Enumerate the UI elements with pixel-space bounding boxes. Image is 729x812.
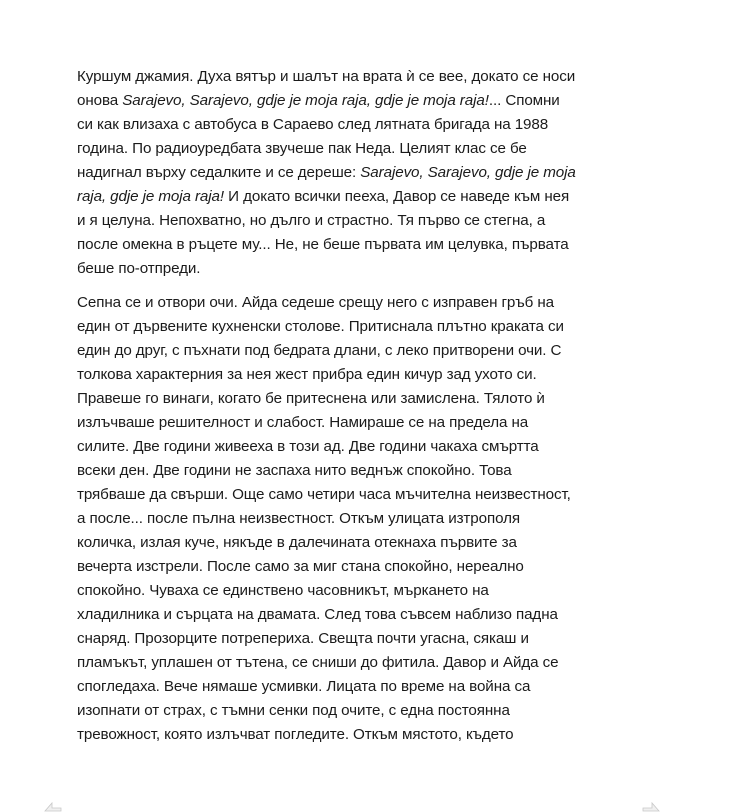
text-line — [77, 651, 637, 675]
text-run: а после... после пълна неизвестност. Откъм улицата изтрополя — [77, 510, 521, 527]
page-corner-mark-right-icon — [642, 800, 660, 812]
text-run: един от дървените кухненски столове. Притиснала плътно краката си — [77, 318, 564, 335]
text-line — [77, 699, 637, 723]
italic-text: raja, gdje je moja raja! — [77, 188, 225, 205]
text-line — [77, 507, 637, 531]
text-run: година. По радиоуредбата звучеше пак Неда. Целият клас се бе — [77, 140, 527, 157]
text-run: количка, излая куче, някъде в далечината отекнаха първите за — [77, 534, 517, 551]
italic-text: Sarajevo, Sarajevo, gdje je moja raja, gdje je moja raja! — [122, 92, 489, 109]
text-run: трябваше да свърши. Още само четири часа мъчителна неизвестност, — [77, 486, 571, 503]
text-run: надигнал върху седалките и се дереше: — [77, 164, 361, 181]
text-run: един до друг, с пъхнати под бедрата длани, с леко притворени очи. С — [77, 342, 562, 359]
text-run: Сепна се и отвори очи. Айда седеше срещу него с изправен гръб на — [77, 294, 555, 311]
text-run: И докато всички пееха, Давор се наведе към нея — [224, 188, 570, 205]
text-run: ... Спомни — [488, 92, 560, 109]
text-line — [77, 579, 637, 603]
document-body[interactable] — [77, 65, 637, 757]
text-line — [77, 627, 637, 651]
text-line — [77, 555, 637, 579]
text-line — [77, 387, 637, 411]
italic-text: Sarajevo, Sarajevo, gdje je moja — [360, 164, 576, 181]
text-line — [77, 209, 637, 233]
text-line — [77, 65, 637, 89]
text-run: и я целуна. Непохватно, но дълго и страстно. Тя първо се стегна, а — [77, 212, 546, 229]
text-run: тревожност, която излъчват погледите. Откъм мястото, където — [77, 726, 514, 743]
page-corner-mark-left-icon — [44, 800, 62, 812]
text-line — [77, 531, 637, 555]
text-line — [77, 89, 637, 113]
paragraph — [77, 291, 637, 747]
text-run: Куршум джамия. Духа вятър и шалът на врата ѝ се вее, докато се носи — [77, 68, 576, 85]
text-line — [77, 603, 637, 627]
text-run: беше по-отпреди. — [77, 260, 201, 277]
paragraph — [77, 65, 637, 281]
text-run: Правеше го винаги, когато бе притеснена или замислена. Тялото ѝ — [77, 390, 545, 407]
text-run: спокойно. Чуваха се единствено часовникът, мъркането на — [77, 582, 489, 599]
text-run: спогледаха. Вече нямаше усмивки. Лицата по време на война са — [77, 678, 531, 695]
text-line — [77, 185, 637, 209]
text-run: после омекна в ръцете му... Не, не беше първата им целувка, първата — [77, 236, 569, 253]
text-run: снаряд. Прозорците потреперихa. Свещта почти угасна, сякаш и — [77, 630, 529, 647]
text-run: пламъкът, уплашен от тътена, се сниши до фитила. Давор и Айда се — [77, 654, 559, 671]
text-line — [77, 257, 637, 281]
text-run: хладилника и сърцата на двамата. След това съвсем наблизо падна — [77, 606, 558, 623]
text-run: всеки ден. Две години не заспаха нито веднъж спокойно. Това — [77, 462, 512, 479]
text-line — [77, 723, 637, 747]
text-run: изопнати от страх, с тъмни сенки под очите, с една постоянна — [77, 702, 510, 719]
text-line — [77, 291, 637, 315]
text-line — [77, 411, 637, 435]
text-line — [77, 459, 637, 483]
text-line — [77, 435, 637, 459]
text-line — [77, 675, 637, 699]
text-line — [77, 233, 637, 257]
text-run: си как влизаха с автобуса в Сараево след лятната бригада на 1988 — [77, 116, 549, 133]
text-line — [77, 363, 637, 387]
text-line — [77, 113, 637, 137]
text-line — [77, 483, 637, 507]
text-run: толкова характерния за нея жест прибра един кичур зад ухото си. — [77, 366, 537, 383]
text-run: силите. Две години живееха в този ад. Две години чакаха смъртта — [77, 438, 539, 455]
text-line — [77, 161, 637, 185]
text-run: излъчваше решителност и слабост. Намираше се на предела на — [77, 414, 529, 431]
text-run: онова — [77, 92, 123, 109]
text-run: вечерта изстрели. После само за миг стана спокойно, нереално — [77, 558, 524, 575]
text-line — [77, 137, 637, 161]
text-line — [77, 315, 637, 339]
text-line — [77, 339, 637, 363]
